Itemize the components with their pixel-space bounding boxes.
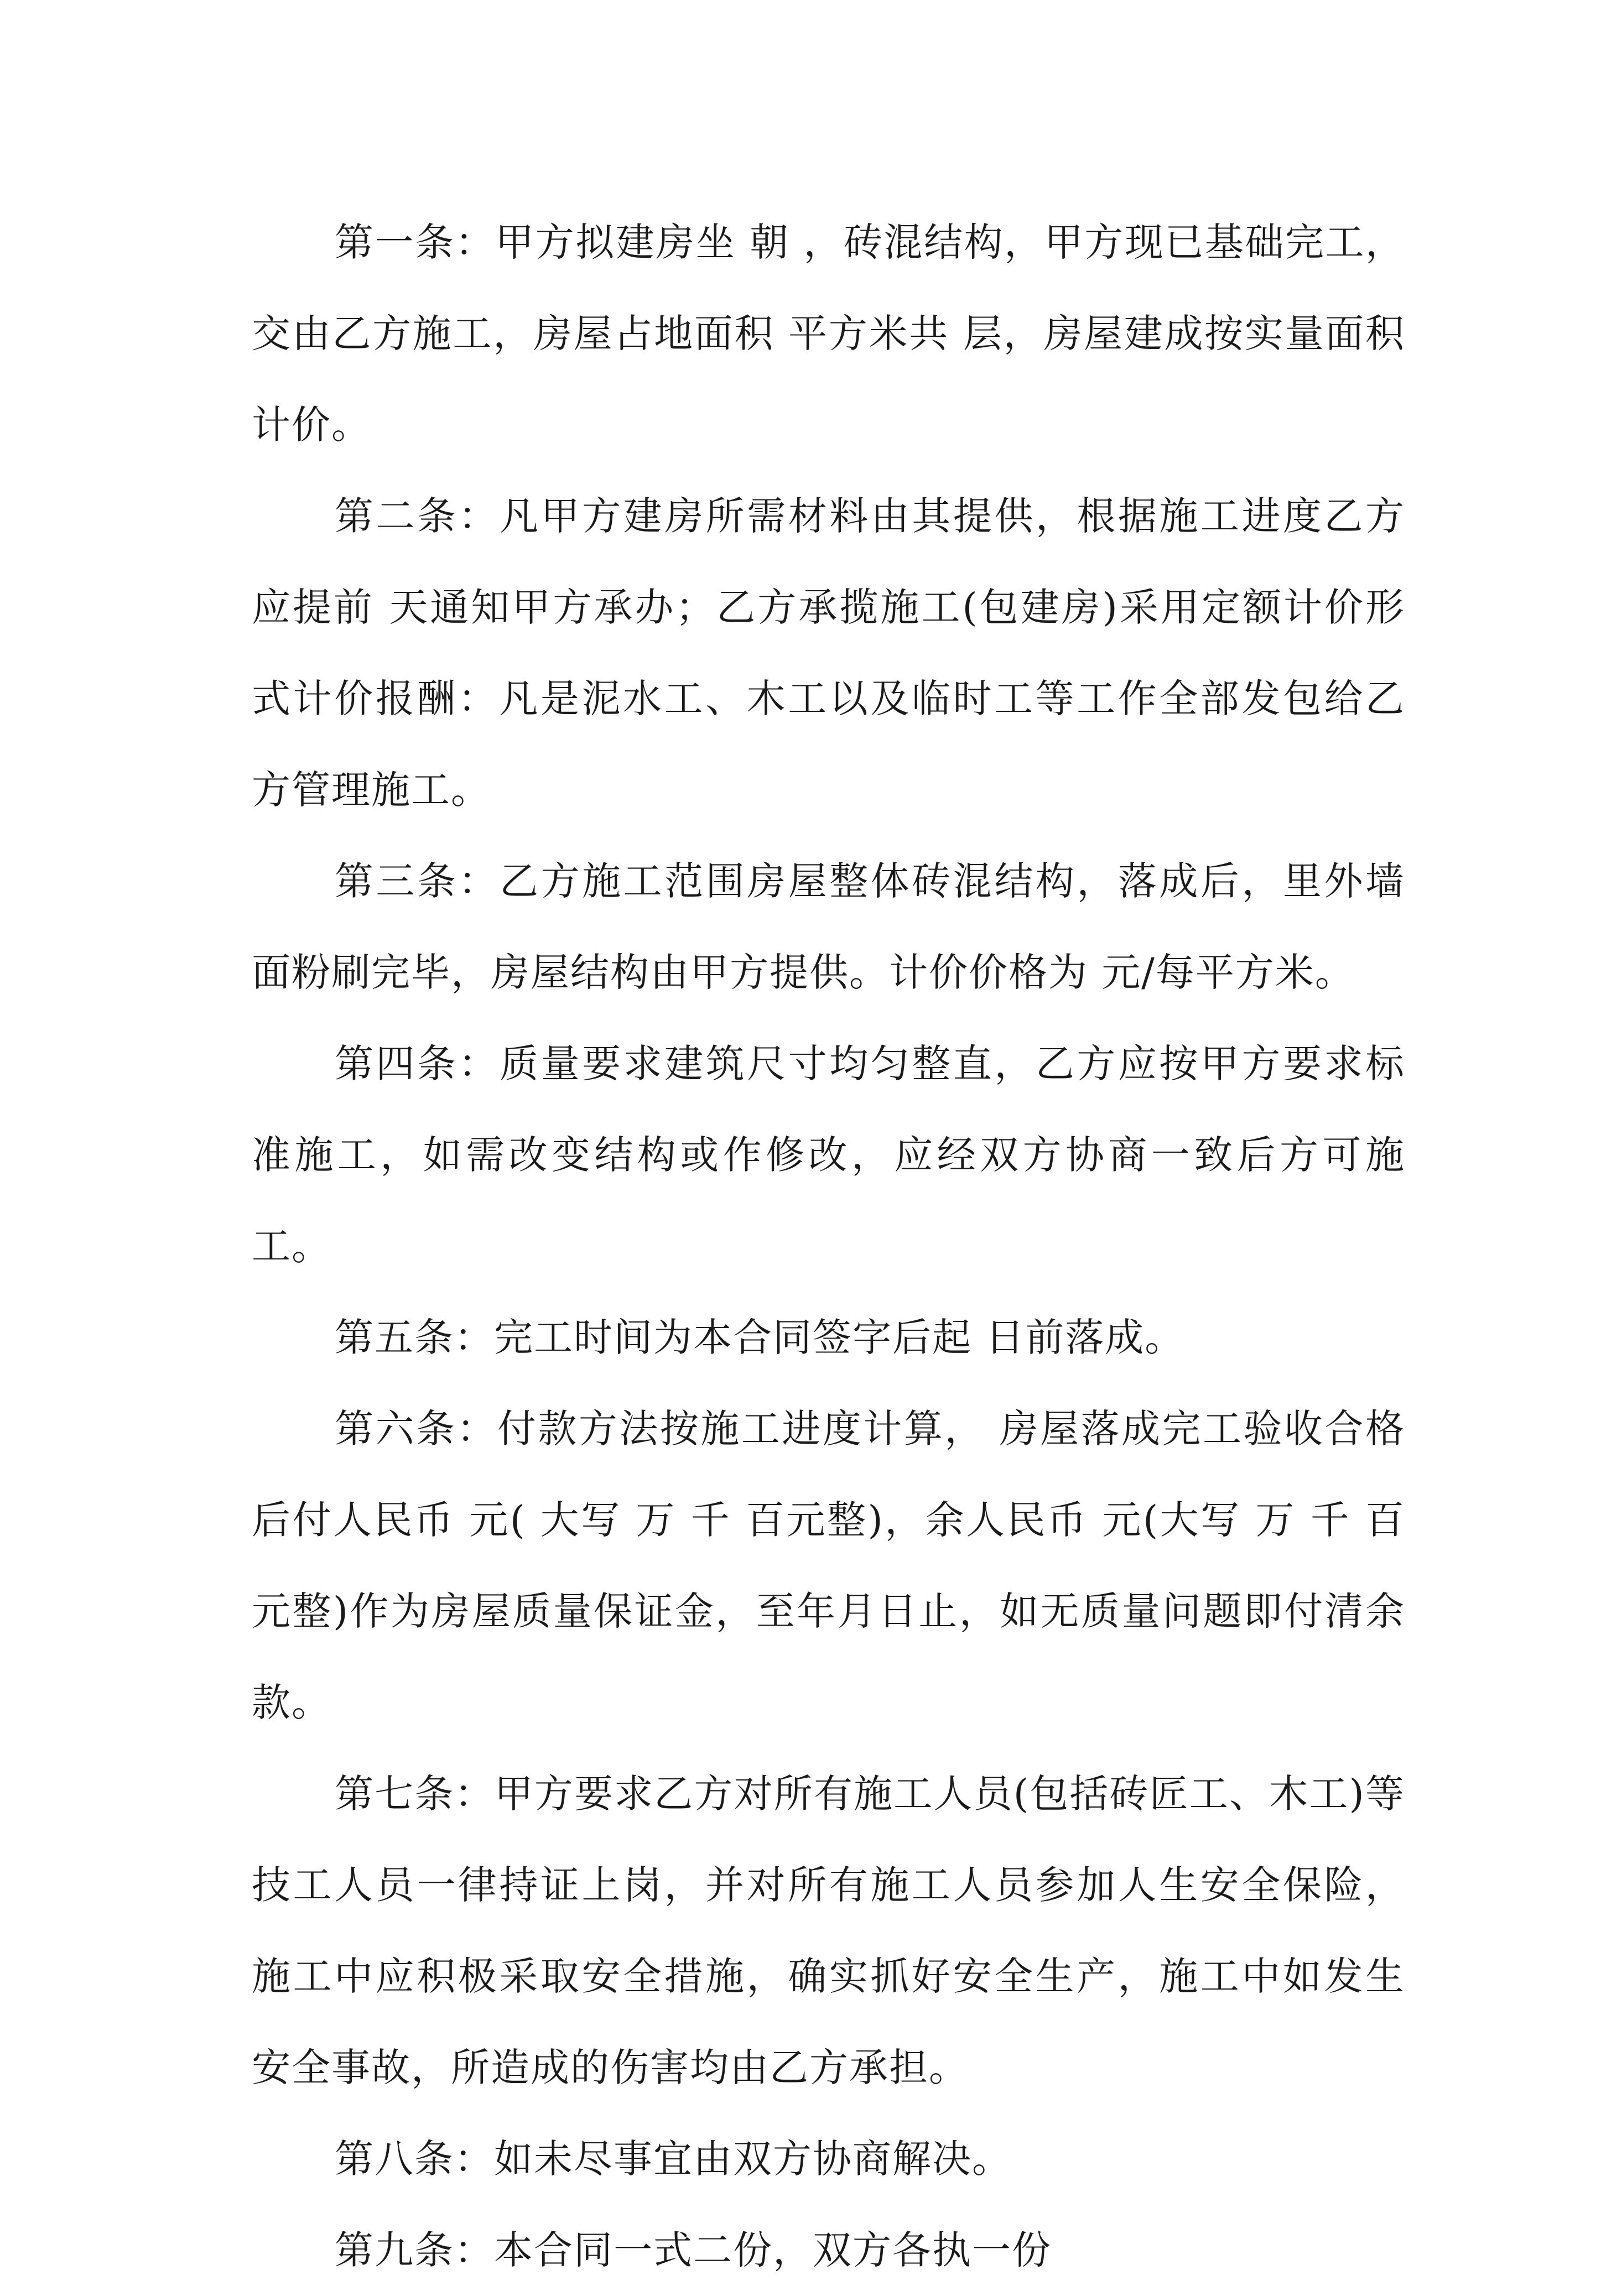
article-2: 第二条：凡甲方建房所需材料由其提供，根据施工进度乙方应提前 天通知甲方承办；乙方承揽施工(包建房)采用定额计价形式计价报酬：凡是泥水工、木工以及临时工等工作全部发包给乙方管理施工。	[252, 493, 1405, 813]
article-9: 第九条：本合同一式二份，双方各执一份	[335, 2227, 1052, 2273]
article-3: 第三条：乙方施工范围房屋整体砖混结构，落成后，里外墙面粉刷完毕，房屋结构由甲方提供。计价价格为 元/每平方米。	[252, 858, 1405, 995]
article-4: 第四条：质量要求建筑尺寸均匀整直，乙方应按甲方要求标准施工，如需改变结构或作修改，应经双方协商一致后方可施工。	[252, 1041, 1405, 1269]
article-5: 第五条：完工时间为本合同签字后起 日前落成。	[335, 1315, 1185, 1360]
article-6: 第六条：付款方法按施工进度计算， 房屋落成完工验收合格后付人民币 元( 大写 万 千 百元整)，余人民币 元(大写 万 千 百元整)作为房屋质量保证金，至年月日止，如无质量问题即付清余款。	[252, 1406, 1405, 1725]
contract-body	[252, 197, 1405, 2296]
article-8: 第八条：如未尽事宜由双方协商解决。	[335, 2136, 1012, 2182]
article-1: 第一条：甲方拟建房坐 朝 ，砖混结构，甲方现已基础完工，交由乙方施工，房屋占地面积 平方米共 层，房屋建成按实量面积计价。	[252, 220, 1405, 447]
article-7: 第七条：甲方要求乙方对所有施工人员(包括砖匠工、木工)等技工人员一律持证上岗，并对所有施工人员参加人生安全保险，施工中应积极采取安全措施，确实抓好安全生产，施工中如发生安全事故，所造成的伤害均由乙方承担。	[252, 1771, 1405, 2090]
